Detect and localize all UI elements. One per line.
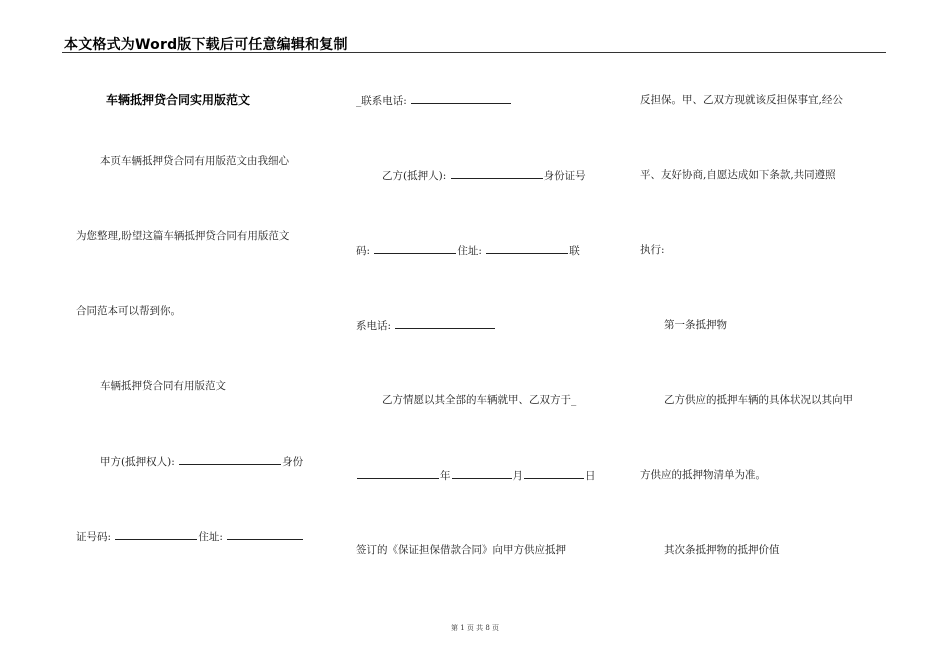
document-title: 车辆抵押贷合同实用版范文 <box>106 93 251 107</box>
page-number: 第 1 页 共 8 页 <box>450 624 500 632</box>
party-b-id-line <box>356 243 580 258</box>
column-3-line-3: 执行: <box>640 244 665 256</box>
party-b-address-blank[interactable] <box>486 243 568 254</box>
party-b-id-label: 身份证号 <box>543 170 586 182</box>
column-3-line-5: 乙方供应的抵押车辆的具体状况以其向甲 <box>664 394 853 406</box>
document-header: 本文格式为Word版下载后可任意编辑和复制 <box>64 37 348 53</box>
year-blank[interactable] <box>357 468 439 479</box>
party-a-address-blank[interactable] <box>227 529 303 540</box>
header-divider <box>62 52 886 53</box>
party-a-label: 甲方(抵押权人): <box>100 456 175 468</box>
day-label: 日 <box>585 470 596 482</box>
party-a-address-label: 住址: <box>198 531 223 543</box>
party-b-id-blank[interactable] <box>374 243 456 254</box>
column-3-line-2: 平、友好协商,自愿达成如下条款,共同遵照 <box>640 169 836 181</box>
party-b-code-label: 码: <box>356 245 371 257</box>
article-2-heading: 其次条抵押物的抵押价值 <box>664 544 780 556</box>
party-b-phone-line <box>356 318 496 333</box>
column-3-line-6: 方供应的抵押物清单为准。 <box>640 469 766 481</box>
party-b-phone-label: 系电话: <box>356 320 392 332</box>
intro-line-1: 本页车辆抵押贷合同有用版范文由我细心 <box>100 155 289 167</box>
column-3-line-1: 反担保。甲、乙双方现就该反担保事宜,经公 <box>640 94 843 106</box>
party-a-id-blank[interactable] <box>115 529 197 540</box>
party-b-phone-blank[interactable] <box>395 318 495 329</box>
party-a-id-line <box>76 529 304 544</box>
party-a-id-label: 身份 <box>282 456 304 468</box>
contract-reference-line: 签订的《保证担保借款合同》向甲方供应抵押 <box>356 544 566 556</box>
party-a-contact-line <box>356 93 512 108</box>
party-b-name-blank[interactable] <box>451 168 543 179</box>
year-label: 年 <box>440 470 451 482</box>
intro-line-3: 合同范本可以帮到你。 <box>76 305 181 317</box>
party-b-contact-label: 联 <box>569 245 580 257</box>
contract-subtitle: 车辆抵押贷合同有用版范文 <box>100 380 226 392</box>
party-a-contact-label: _联系电话: <box>356 95 407 107</box>
agreement-line: 乙方情愿以其全部的车辆就甲、乙双方于_ <box>382 394 577 406</box>
date-line <box>356 468 596 483</box>
month-blank[interactable] <box>452 468 512 479</box>
month-label: 月 <box>512 470 523 482</box>
intro-line-2: 为您整理,盼望这篇车辆抵押贷合同有用版范文 <box>76 230 290 242</box>
party-a-name-blank[interactable] <box>179 454 281 465</box>
party-b-address-label: 住址: <box>457 245 482 257</box>
party-b-label: 乙方(抵押人): <box>382 170 447 182</box>
party-b-line <box>382 168 586 183</box>
party-a-line <box>100 454 303 469</box>
article-1-heading: 第一条抵押物 <box>664 319 727 331</box>
day-blank[interactable] <box>524 468 584 479</box>
id-number-label: 证号码: <box>76 531 112 543</box>
party-a-phone-blank[interactable] <box>411 93 511 104</box>
